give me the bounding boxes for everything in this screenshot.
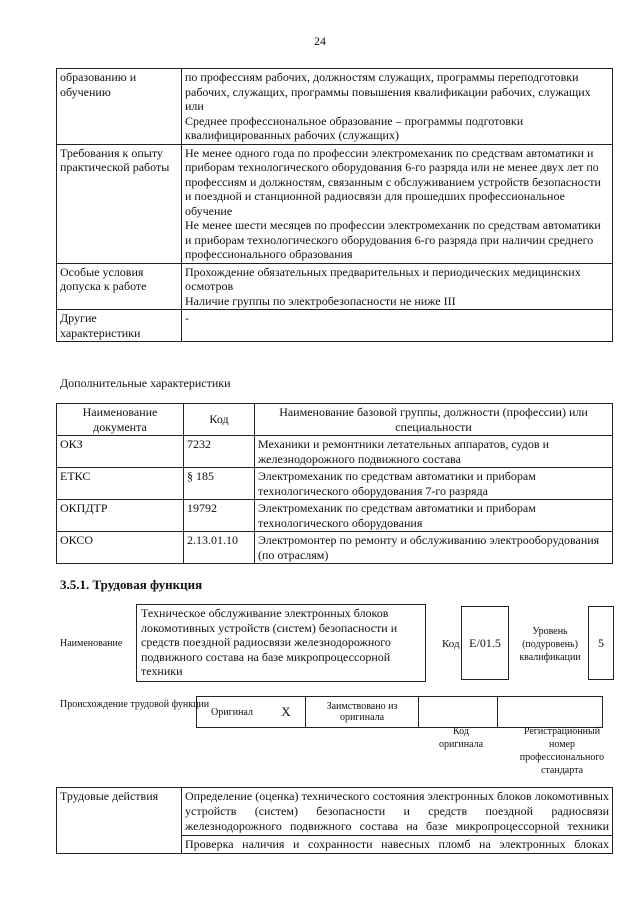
row-label: образованию и обучению [57,69,182,145]
additional-title: Дополнительные характеристики [60,376,231,390]
cell: Электромеханик по средствам автоматики и приборам технологического оборудования [255,500,613,532]
row-label: Особые условия допуска к работе [57,263,182,310]
cell: Электромонтер по ремонту и обслуживанию электрооборудования (по отраслям) [255,532,613,564]
value-line: Не менее одного года по профессии электромеханик по средствам автоматики и приборам технологического оборудования 6-го разряда или не менее двух лет по профессиям и должностям, связанным с обслуживанием устройств безопасности и поездной и станционной радиосвязи для прошедших профессиональное обучение [185,145,601,218]
original-mark: X [267,697,306,728]
row-value: - [182,310,613,342]
table-row [57,263,613,310]
cell: Механики и ремонтники летательных аппаратов, судов и железнодорожного подвижного состава [255,436,613,468]
origin-table [196,696,603,728]
cell: ЕТКС [57,468,184,500]
table-row [197,697,603,728]
cell: 2.13.01.10 [184,532,255,564]
table-row [57,500,613,532]
value-line: Не менее шести месяцев по профессии электромеханик по средствам автоматики и приборам технологического оборудования 6-го разряда при наличии среднего профессионального образования [185,218,601,261]
code-original-label: Код оригинала [438,726,484,750]
value-line: Прохождение обязательных предварительных и периодических медицинских осмотров [185,264,581,293]
row-value [182,263,613,310]
actions-label: Трудовые действия [57,788,182,854]
value-line: по профессиям рабочих, должностям служащих, программы переподготовки рабочих, служащих, программы повышения квалификации рабочих, служащих [185,70,591,99]
requirements-table [56,68,613,342]
table-row [57,532,613,564]
function-name-label: Наименование [60,638,123,649]
col-header: Наименование базовой группы, должности (профессии) или специальности [255,404,613,436]
function-code-label: Код [442,638,460,650]
original-label: Оригинал [197,697,268,728]
cell: 19792 [184,500,255,532]
value-line: или [185,99,204,113]
action-item: Определение (оценка) технического состояния электронных блоков локомотивных устройств (систем) безопасности и средств поездной радиосвязи железнодорожного подвижного состава на базе микропроцессорной техники [182,788,613,836]
row-label: Требования к опыту практической работы [57,144,182,263]
value-line: Наличие группы по электробезопасности не ниже III [185,293,456,308]
col-header: Код [184,404,255,436]
table-header-row [57,404,613,436]
actions-table [56,787,613,854]
function-title: 3.5.1. Трудовая функция [60,577,203,592]
function-level-label: Уровень (подуровень) квалификации [519,626,581,663]
function-level: 5 [588,606,614,680]
additional-table [56,403,613,564]
reg-number-cell [498,697,603,728]
cell: Электромеханик по средствам автоматики и приборам технологического оборудования 7-го разряда [255,468,613,500]
cell: ОКСО [57,532,184,564]
table-row [57,436,613,468]
value-line: Среднее профессиональное образование – программы подготовки квалифицированных рабочих (служащих) [185,113,524,142]
reg-number-label: Регистрационный номер профессионального стандарта [519,726,605,776]
table-row [57,468,613,500]
action-item: Проверка наличия и сохранности навесных пломб на электронных блоках [182,836,613,854]
cell: 7232 [184,436,255,468]
table-row [57,69,613,145]
cell: ОКПДТР [57,500,184,532]
table-row [57,144,613,263]
code-original-cell [419,697,498,728]
table-row [57,788,613,836]
row-value [182,69,613,145]
row-value [182,144,613,263]
function-name: Техническое обслуживание электронных блоков локомотивных устройств (систем) безопасности и средств поездной радиосвязи железнодорожного подвижного состава на базе микропроцессорной техники [136,604,426,682]
borrowed-label: Заимствовано из оригинала [306,697,419,728]
page-number: 24 [314,34,326,48]
row-label: Другие характеристики [57,310,182,342]
cell: ОКЗ [57,436,184,468]
table-row [57,310,613,342]
function-code: E/01.5 [461,606,509,680]
origin-label: Происхождение трудовой функции [60,699,210,710]
col-header: Наименование документа [57,404,184,436]
cell: § 185 [184,468,255,500]
